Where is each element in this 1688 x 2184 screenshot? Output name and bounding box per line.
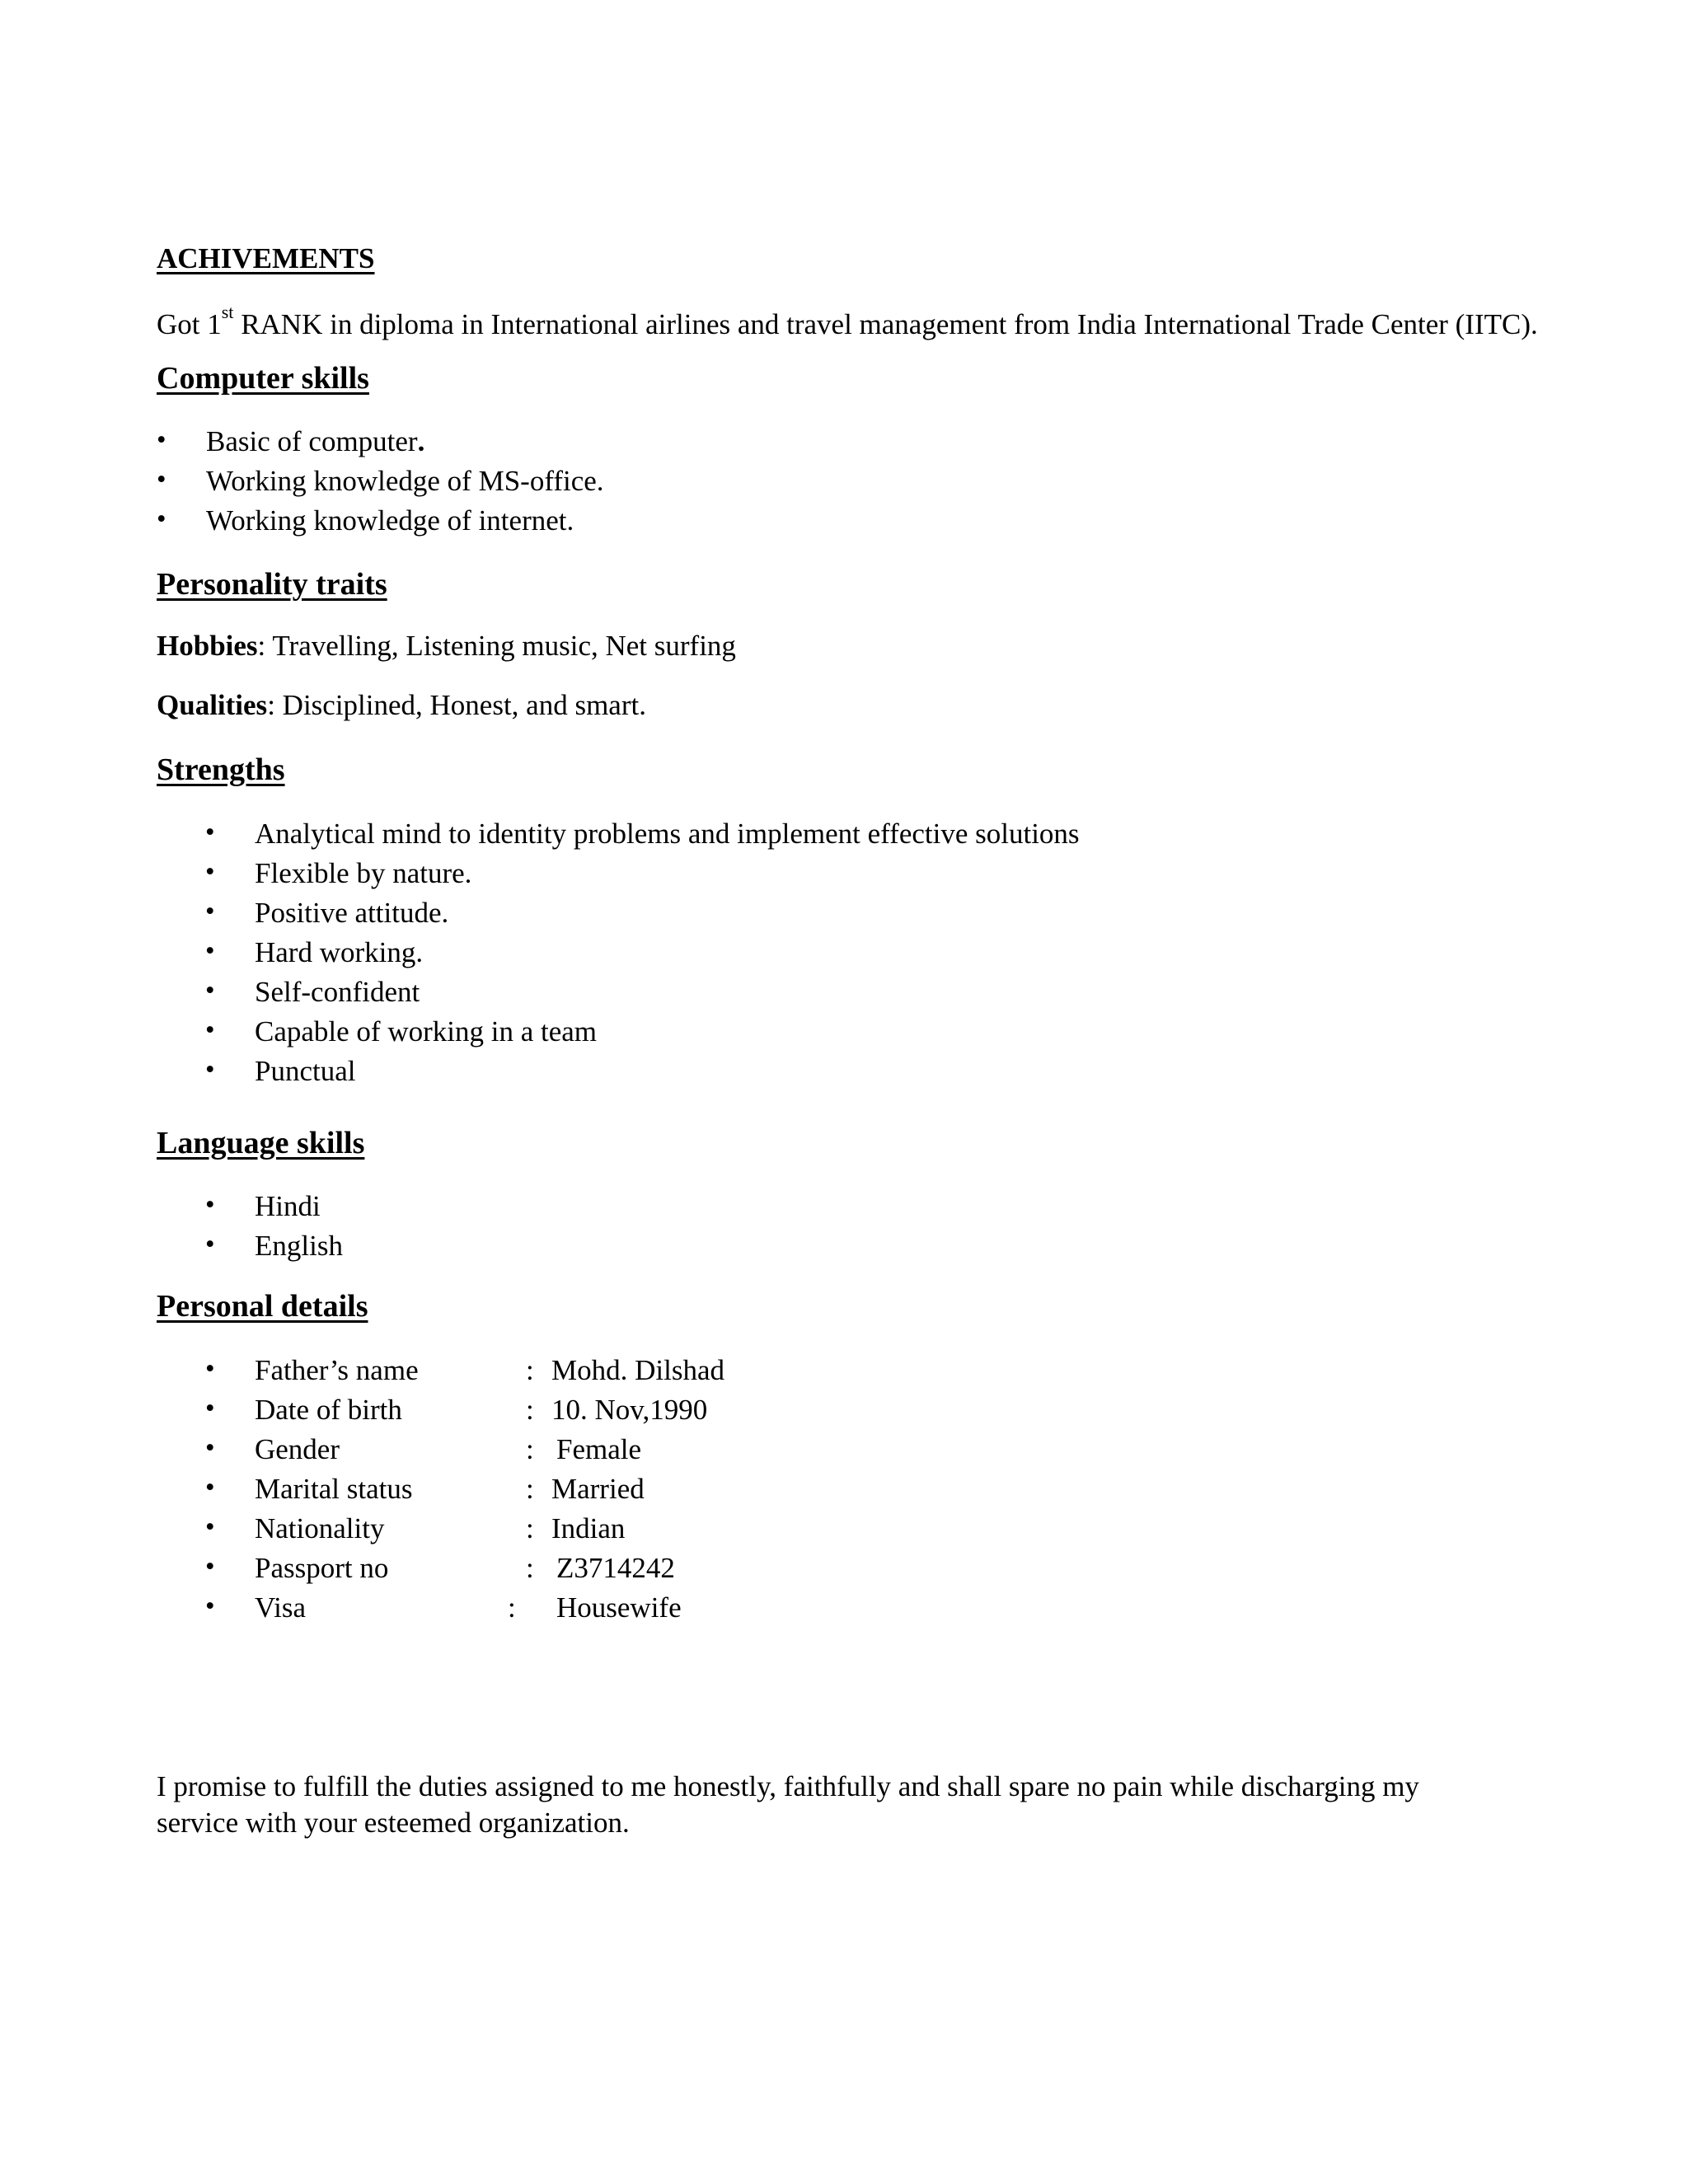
bullet-icon: • bbox=[205, 1433, 215, 1463]
hobbies-line bbox=[157, 631, 736, 660]
computer-skill-item: Basic of computer. bbox=[206, 425, 425, 457]
detail-label: Gender bbox=[255, 1433, 340, 1465]
declaration-line: service with your esteemed organization. bbox=[157, 1807, 630, 1839]
qualities-label: Qualities bbox=[157, 689, 268, 721]
bullet-icon: • bbox=[205, 1015, 215, 1045]
detail-label: Date of birth bbox=[255, 1394, 402, 1426]
bullet-icon: • bbox=[205, 897, 215, 926]
bullet-icon: • bbox=[205, 1473, 215, 1502]
strength-item: Hard working. bbox=[255, 936, 424, 968]
personal-details-heading: Personal details bbox=[157, 1289, 368, 1324]
bullet-icon: • bbox=[205, 1394, 215, 1423]
bullet-icon: • bbox=[157, 504, 166, 534]
bullet-icon: • bbox=[205, 1354, 215, 1384]
qualities-line bbox=[157, 691, 646, 719]
computer-skills-heading: Computer skills bbox=[157, 361, 369, 396]
strength-item: Capable of working in a team bbox=[255, 1015, 598, 1047]
detail-label: Passport no bbox=[255, 1552, 389, 1584]
bullet-icon: • bbox=[205, 1230, 215, 1259]
detail-separator: : bbox=[526, 1433, 534, 1465]
bullet-icon: • bbox=[157, 425, 166, 455]
detail-label: Visa bbox=[255, 1591, 307, 1624]
detail-value: 10. Nov,1990 bbox=[551, 1394, 708, 1426]
detail-separator: : bbox=[526, 1473, 534, 1505]
bullet-icon: • bbox=[205, 1055, 215, 1085]
detail-label: Nationality bbox=[255, 1512, 385, 1544]
detail-label: Marital status bbox=[255, 1473, 413, 1505]
strength-item: Analytical mind to identity problems and implement effective solutions bbox=[255, 818, 1080, 850]
hobbies-label: Hobbies bbox=[157, 630, 258, 662]
bullet-icon: • bbox=[205, 1591, 215, 1621]
bullet-icon: • bbox=[205, 976, 215, 1005]
computer-skill-item: Working knowledge of internet. bbox=[206, 504, 574, 537]
achievements-heading: ACHIVEMENTS bbox=[157, 242, 375, 274]
computer-skill-item: Working knowledge of MS-office. bbox=[206, 465, 604, 497]
detail-separator: : bbox=[526, 1354, 534, 1386]
achievement-text: Got 1st RANK in diploma in International airlines and travel management from India International Trade Center (IITC). bbox=[157, 302, 1538, 340]
language-item: Hindi bbox=[255, 1190, 321, 1222]
detail-separator: : bbox=[526, 1552, 534, 1584]
bullet-icon: • bbox=[205, 1512, 215, 1542]
detail-label: Father’s name bbox=[255, 1354, 419, 1386]
detail-value: Indian bbox=[551, 1512, 626, 1544]
personality-heading: Personality traits bbox=[157, 567, 387, 602]
language-item: English bbox=[255, 1230, 343, 1262]
detail-value: Housewife bbox=[556, 1591, 682, 1624]
declaration-line: I promise to fulfill the duties assigned to me honestly, faithfully and shall spare no pain while discharging my bbox=[157, 1770, 1419, 1802]
bullet-icon: • bbox=[157, 465, 166, 494]
bullet-icon: • bbox=[205, 936, 215, 966]
qualities-value: : Disciplined, Honest, and smart. bbox=[267, 689, 646, 721]
bullet-icon: • bbox=[205, 1552, 215, 1582]
detail-separator: : bbox=[508, 1591, 516, 1624]
detail-value: Female bbox=[556, 1433, 642, 1465]
bullet-icon: • bbox=[205, 1190, 215, 1220]
detail-value: Married bbox=[551, 1473, 645, 1505]
detail-value: Mohd. Dilshad bbox=[551, 1354, 724, 1386]
strength-item: Flexible by nature. bbox=[255, 857, 472, 889]
detail-separator: : bbox=[526, 1512, 534, 1544]
bullet-icon: • bbox=[205, 818, 215, 847]
language-skills-heading: Language skills bbox=[157, 1126, 365, 1160]
strength-item: Self-confident bbox=[255, 976, 420, 1008]
strength-item: Punctual bbox=[255, 1055, 356, 1087]
strength-item: Positive attitude. bbox=[255, 897, 449, 929]
strengths-heading: Strengths bbox=[157, 752, 285, 787]
detail-separator: : bbox=[526, 1394, 534, 1426]
detail-value: Z3714242 bbox=[556, 1552, 675, 1584]
hobbies-value: : Travelling, Listening music, Net surfing bbox=[257, 630, 736, 662]
bullet-icon: • bbox=[205, 857, 215, 887]
